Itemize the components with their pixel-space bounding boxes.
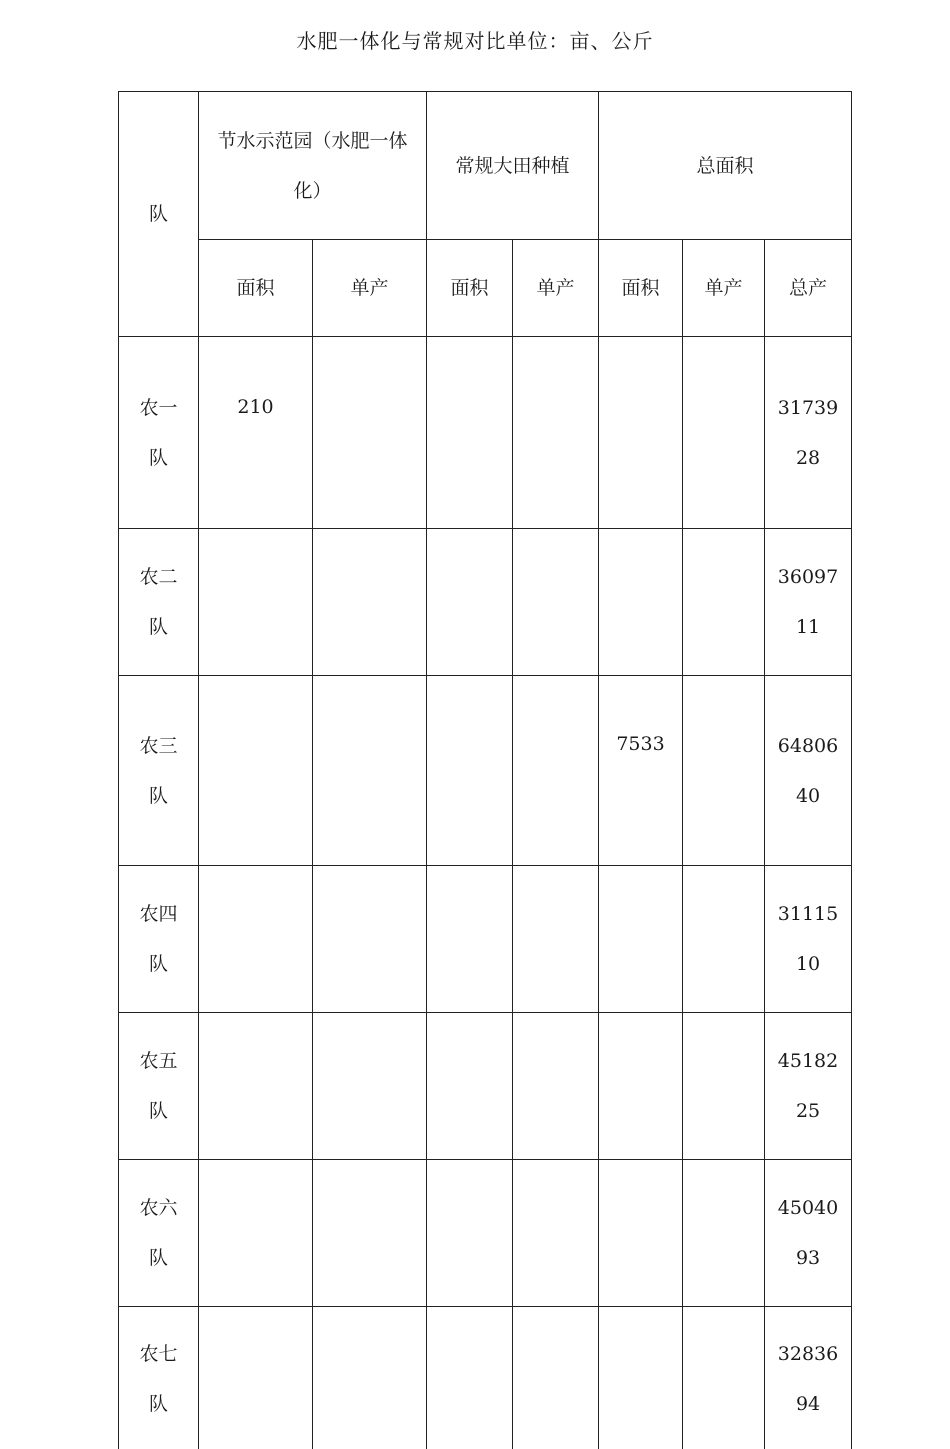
total-cell <box>765 337 852 529</box>
header-group-total-area <box>599 92 852 240</box>
g2-area-cell <box>427 1307 513 1449</box>
team-cell <box>119 676 199 866</box>
g1-area-value: 210 <box>237 396 273 418</box>
table-row <box>119 337 852 529</box>
header-g1-yield: 单产 <box>313 240 427 337</box>
total-value: 3283694 <box>774 1329 842 1429</box>
g3-area-cell <box>599 866 683 1013</box>
g1-yield-cell <box>313 1013 427 1160</box>
g3-yield-cell <box>683 529 765 676</box>
total-cell <box>765 1160 852 1307</box>
header-g3-total: 总产 <box>765 240 852 337</box>
g2-yield-cell <box>513 1307 599 1449</box>
g2-area-cell <box>427 866 513 1013</box>
g3-area-cell <box>599 1307 683 1449</box>
table-row <box>119 529 852 676</box>
comparison-table <box>118 91 852 1449</box>
g3-yield-cell <box>683 676 765 866</box>
team-label: 农三队 <box>137 721 181 821</box>
g2-yield-cell <box>513 1160 599 1307</box>
team-label: 农一队 <box>137 383 181 483</box>
total-cell <box>765 866 852 1013</box>
g1-yield-cell <box>313 337 427 529</box>
g2-yield-cell <box>513 337 599 529</box>
g2-area-cell <box>427 1160 513 1307</box>
g2-area-cell <box>427 1013 513 1160</box>
g3-area-cell <box>599 529 683 676</box>
team-cell <box>119 1013 199 1160</box>
header-group-demo-garden-label: 节水示范园（水肥一体化） <box>213 116 413 216</box>
header-team-label: 队 <box>149 203 168 225</box>
team-cell <box>119 866 199 1013</box>
team-cell <box>119 1160 199 1307</box>
team-label: 农五队 <box>137 1036 181 1136</box>
table-row <box>119 1013 852 1160</box>
header-g2-area: 面积 <box>427 240 513 337</box>
g3-yield-cell <box>683 337 765 529</box>
g1-area-cell <box>199 676 313 866</box>
header-group-total-area-label: 总面积 <box>697 155 754 177</box>
g1-area-cell <box>199 1160 313 1307</box>
g1-yield-cell <box>313 529 427 676</box>
team-label: 农二队 <box>137 552 181 652</box>
g1-yield-cell <box>313 866 427 1013</box>
header-g2-yield: 单产 <box>513 240 599 337</box>
header-row-fields <box>119 240 852 337</box>
header-group-demo-garden <box>199 92 427 240</box>
g3-yield-cell <box>683 1160 765 1307</box>
table-row <box>119 1160 852 1307</box>
g1-area-cell <box>199 866 313 1013</box>
team-cell <box>119 529 199 676</box>
header-g1-area: 面积 <box>199 240 313 337</box>
team-cell <box>119 1307 199 1449</box>
total-cell <box>765 1307 852 1449</box>
header-row-groups <box>119 92 852 240</box>
table-row <box>119 866 852 1013</box>
g1-yield-cell <box>313 1307 427 1449</box>
g2-yield-cell <box>513 529 599 676</box>
g3-area-cell <box>599 676 683 866</box>
g2-area-cell <box>427 676 513 866</box>
g3-area-cell <box>599 1160 683 1307</box>
g3-area-cell <box>599 1013 683 1160</box>
g3-yield-cell <box>683 1013 765 1160</box>
header-group-conventional <box>427 92 599 240</box>
g1-area-cell <box>199 529 313 676</box>
g2-yield-cell <box>513 866 599 1013</box>
total-cell <box>765 1013 852 1160</box>
table-row <box>119 1307 852 1449</box>
g2-yield-cell <box>513 1013 599 1160</box>
g1-yield-cell <box>313 676 427 866</box>
g1-area-cell <box>199 1307 313 1449</box>
total-value: 3111510 <box>774 889 842 989</box>
g3-yield-cell <box>683 866 765 1013</box>
total-cell <box>765 529 852 676</box>
page-title: 水肥一体化与常规对比单位：亩、公斤 <box>0 27 950 55</box>
team-label: 农六队 <box>137 1183 181 1283</box>
total-value: 4504093 <box>774 1183 842 1283</box>
g1-area-cell <box>199 337 313 529</box>
header-g3-area: 面积 <box>599 240 683 337</box>
total-cell <box>765 676 852 866</box>
g3-area-cell <box>599 337 683 529</box>
team-cell <box>119 337 199 529</box>
header-g3-yield: 单产 <box>683 240 765 337</box>
total-value: 3173928 <box>774 383 842 483</box>
header-group-conventional-label: 常规大田种植 <box>456 155 570 177</box>
team-label: 农四队 <box>137 889 181 989</box>
total-value: 6480640 <box>774 721 842 821</box>
g1-area-cell <box>199 1013 313 1160</box>
g2-yield-cell <box>513 676 599 866</box>
g3-area-value: 7533 <box>616 733 664 755</box>
table-row <box>119 676 852 866</box>
header-team <box>119 92 199 337</box>
team-label: 农七队 <box>137 1329 181 1429</box>
g1-yield-cell <box>313 1160 427 1307</box>
g2-area-cell <box>427 337 513 529</box>
total-value: 3609711 <box>774 552 842 652</box>
g2-area-cell <box>427 529 513 676</box>
g3-yield-cell <box>683 1307 765 1449</box>
total-value: 4518225 <box>774 1036 842 1136</box>
